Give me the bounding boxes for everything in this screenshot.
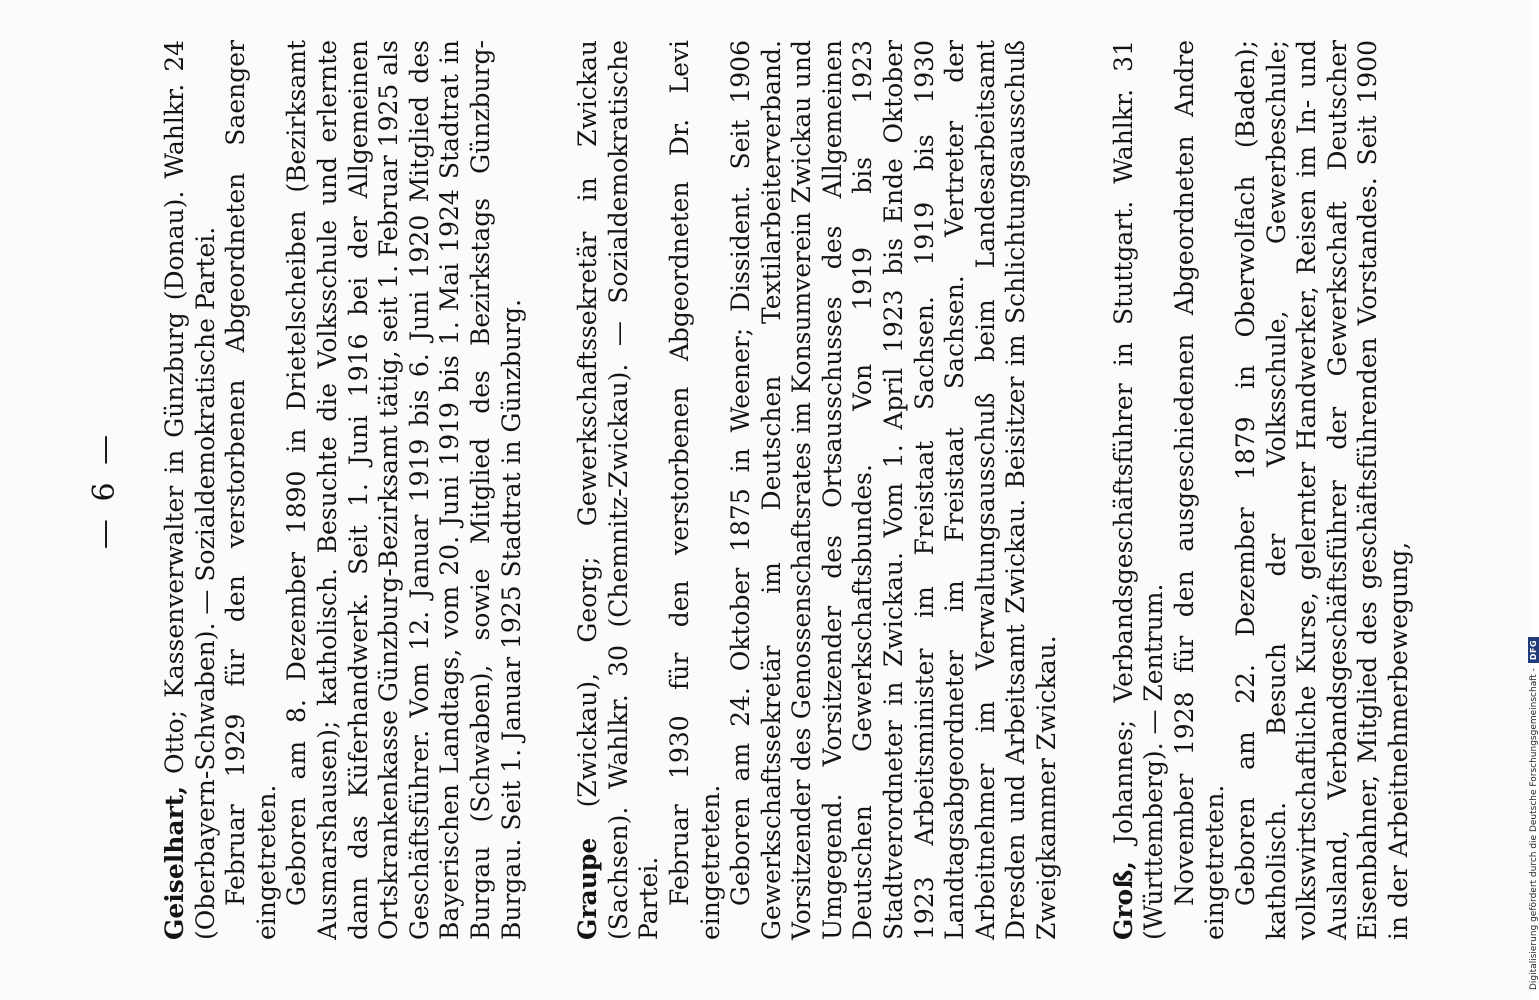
biography-entry-gross [1109,40,1415,940]
entry-heading [160,40,221,940]
entry-biography: Geboren am 22. Dezember 1879 in Oberwolfach (Baden); katholisch. Besuch der Volksschule, Gewerbeschule; volkswirtschaftliche Kurse, gelernter Handwerker, Reisen im In- und Ausland, Verbandsgeschäftsführer der Gewerkschaft Deutscher Eisenbahner, Mitglied des geschäftsführenden Vorstandes. Seit 1900 in der Arbeitnehmerbewegung, [1231,40,1413,940]
entry-biography: Geboren am 24. Oktober 1875 in Weener; Dissident. Seit 1906 Gewerkschaftssekretär im Deutschen Textilarbeiterverband. Vorsitzender des Genossenschaftsrates im Konsumverein Zwickau und Umgegend. Vorsitzender des Ortsausschusses des Allgemeinen Deutschen Gewerkschaftsbundes. Von 1919 bis 1923 Stadtverordneter in Zwickau. Vom 1. April 1923 bis Ende Oktober 1923 Arbeitsminister im Freistaat Sachsen. 1919 bis 1930 Landtagsabgeordneter im Freistaat Sachsen. Vertreter der Arbeitnehmer im Verwaltungsausschuß beim Landesarbeitsamt Dresden und Arbeitsamt Zwickau. Beisitzer im Schlichtungsausschuß Zweigkammer Zwickau. [726,40,1062,940]
entry-heading-rest: Otto; Kassenverwalter in Günzburg (Donau). Wahlkr. 24 (Oberbayern-Schwaben). — Sozialdemokratische Partei. [160,40,220,940]
credit-text: Digitalisierung gefördert durch die Deutsche Forschungsgemeinschaft - [1528,668,1539,990]
entry-succession: Februar 1929 für den verstorbenen Abgeordneten Saenger eingetreten. [221,40,281,940]
biography-entry-geiselhart [160,40,527,940]
digitization-credit [1528,637,1539,990]
entry-heading-rest: (Zwickau), Georg; Gewerkschaftssekretär in Zwickau (Sachsen). Wahlkr. 30 (Chemnitz-Zwickau). — Sozialdemokratische Partei. [573,40,664,940]
entry-heading [573,40,665,940]
entry-biography: Geboren am 8. Dezember 1890 in Drietelscheiben (Bezirksamt Ausmarshausen); katholisch. Besuchte die Volksschule und erlernte dann das Küferhandwerk. Seit 1. Juni 1916 bei der Allgemeinen Ortskrankenkasse Günzburg-Bezirksamt tätig, seit 1. Februar 1925 als Geschäftsführer. Vom 12. Januar 1919 bis 6. Juni 1920 Mitglied des Bayerischen Landtags, vom 20. Juni 1919 bis 1. Mai 1924 Stadtrat in Burgau (Schwaben), sowie Mitglied des Bezirkstags Günzburg-Burgau. Seit 1. Januar 1925 Stadtrat in Günzburg. [282,40,526,940]
entry-succession: Februar 1930 für den verstorbenen Abgeordneten Dr. Levi eingetreten. [664,40,725,940]
biography-entry-graupe [573,40,1063,940]
entry-name: Geiselhart, [160,785,189,940]
dfg-logo: DFG [1528,637,1539,663]
entry-heading-rest: Johannes; Verbandsgeschäftsführer in Stuttgart. Wahlkr. 31 (Württemberg). — Zentrum. [1108,40,1169,940]
page-number: — 6 — [87,430,122,550]
entry-name: Graupe [573,837,603,940]
rotated-text-block [80,40,1480,940]
entry-name: Groß, [1108,861,1138,940]
entry-succession: November 1928 für den ausgeschiedenen Abgeordneten Andre eingetreten. [1169,40,1230,940]
entry-heading [1109,40,1170,940]
